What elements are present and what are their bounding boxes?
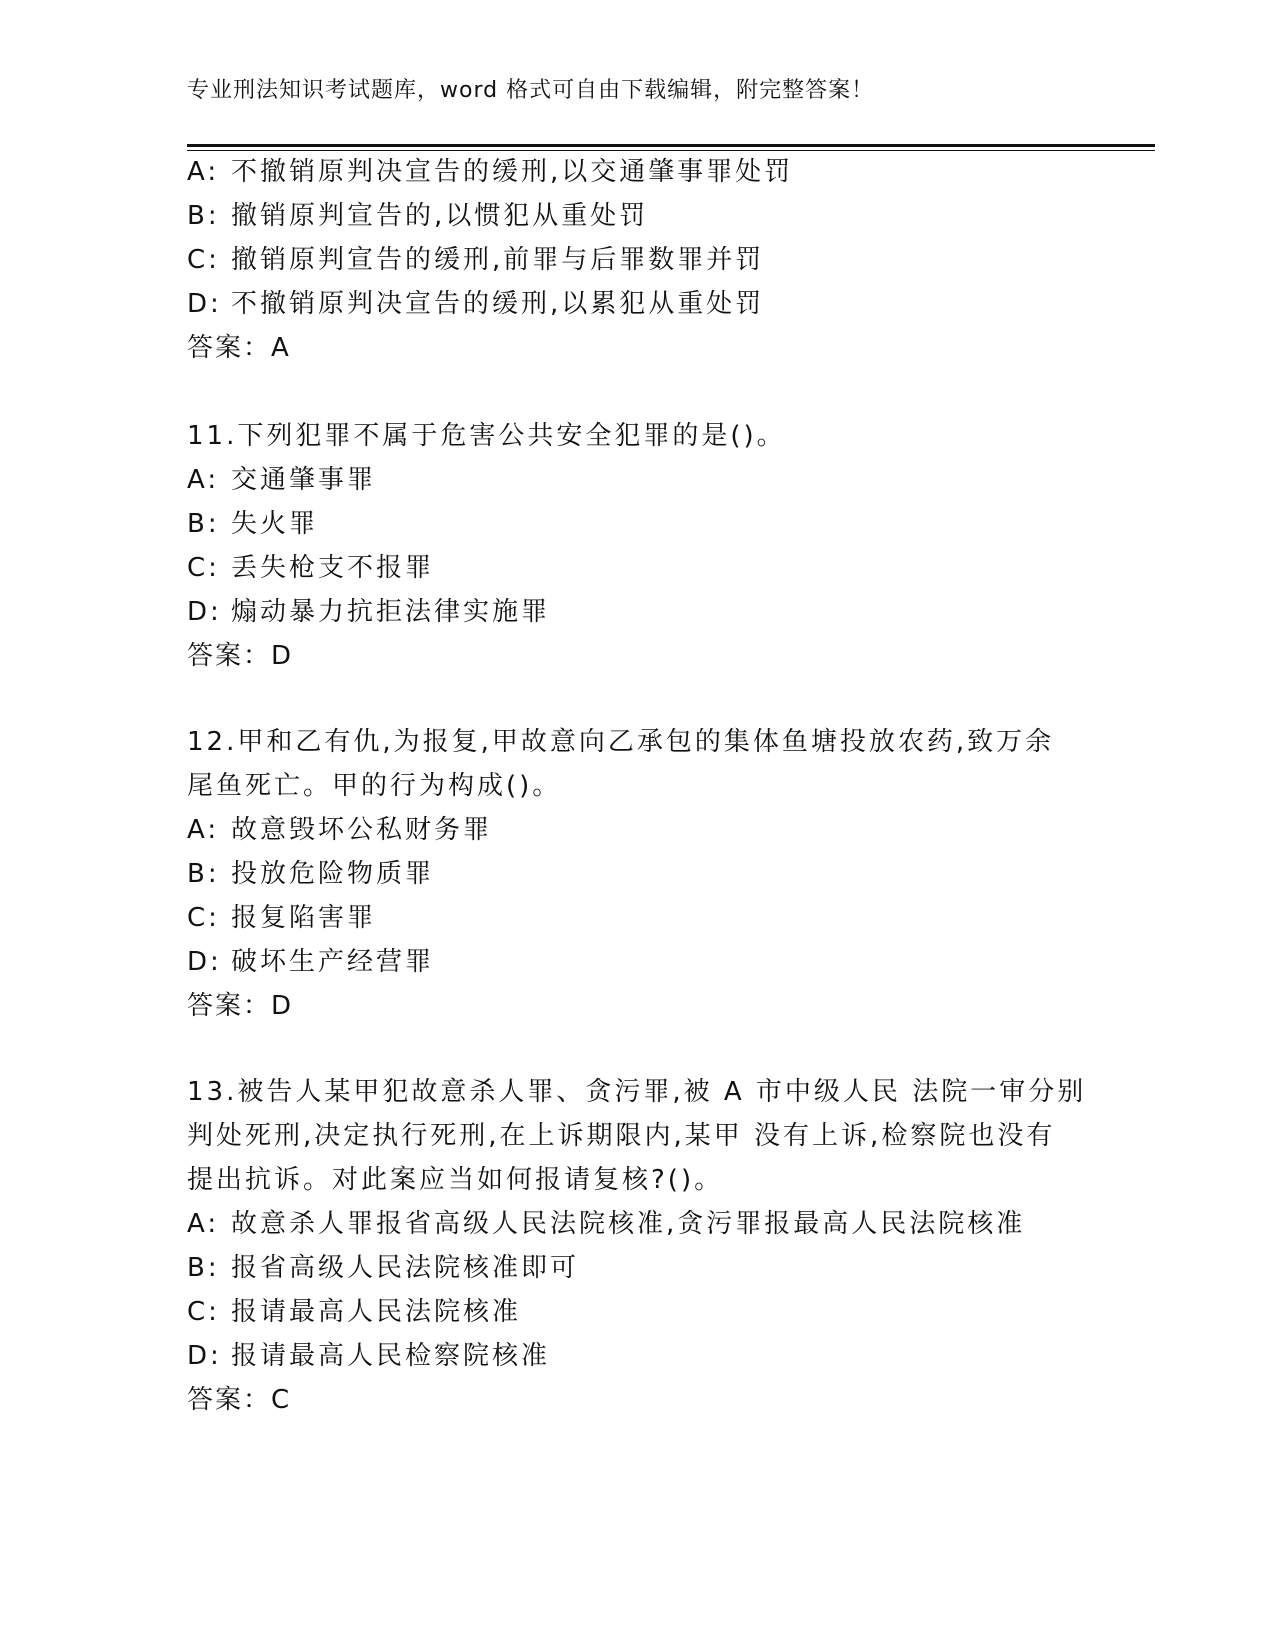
q11-option-a: A: 交通肇事罪	[187, 465, 377, 495]
q13-stem-line-2: 判处死刑,决定执行死刑,在上诉期限内,某甲 没有上诉,检察院也没有	[187, 1121, 1056, 1151]
q12-option-c: C: 报复陷害罪	[187, 903, 377, 933]
prev-option-c: C: 撤销原判宣告的缓刑,前罪与后罪数罪并罚	[187, 245, 765, 275]
q12-answer: 答案：D	[187, 991, 294, 1021]
prev-option-d: D: 不撤销原判决宣告的缓刑,以累犯从重处罚	[187, 289, 765, 319]
q13-option-c: C: 报请最高人民法院核准	[187, 1297, 522, 1327]
q12-option-a: A: 故意毁坏公私财务罪	[187, 815, 493, 845]
q11-option-c: C: 丢失枪支不报罪	[187, 553, 435, 583]
q13-stem-line-1: 13.被告人某甲犯故意杀人罪、贪污罪,被 A 市中级人民 法院一审分别	[187, 1077, 1087, 1107]
prev-option-b: B: 撤销原判宣告的,以惯犯从重处罚	[187, 201, 649, 231]
q13-answer: 答案：C	[187, 1385, 292, 1415]
q13-option-d: D: 报请最高人民检察院核准	[187, 1341, 551, 1371]
q11-stem-line-1: 11.下列犯罪不属于危害公共安全犯罪的是()。	[187, 421, 786, 451]
q11-answer: 答案：D	[187, 641, 294, 671]
q13-option-b: B: 报省高级人民法院核准即可	[187, 1253, 580, 1283]
q12-option-b: B: 投放危险物质罪	[187, 859, 435, 889]
prev-answer: 答案：A	[187, 333, 291, 363]
q13-stem-line-3: 提出抗诉。对此案应当如何报请复核?()。	[187, 1165, 724, 1195]
q12-option-d: D: 破坏生产经营罪	[187, 947, 435, 977]
header-note: 专业刑法知识考试题库，word 格式可自由下载编辑，附完整答案！	[187, 78, 875, 103]
prev-option-a: A: 不撤销原判决宣告的缓刑,以交通肇事罪处罚	[187, 157, 794, 187]
q11-option-b: B: 失火罪	[187, 509, 319, 539]
header-rule-thick	[187, 144, 1155, 147]
q12-stem-line-1: 12.甲和乙有仇,为报复,甲故意向乙承包的集体鱼塘投放农药,致万余	[187, 727, 1055, 757]
q11-option-d: D: 煽动暴力抗拒法律实施罪	[187, 597, 551, 627]
header-rule-thin	[187, 150, 1155, 151]
q12-stem-line-2: 尾鱼死亡。甲的行为构成()。	[187, 771, 562, 801]
q13-option-a: A: 故意杀人罪报省高级人民法院核准,贪污罪报最高人民法院核准	[187, 1209, 1026, 1239]
